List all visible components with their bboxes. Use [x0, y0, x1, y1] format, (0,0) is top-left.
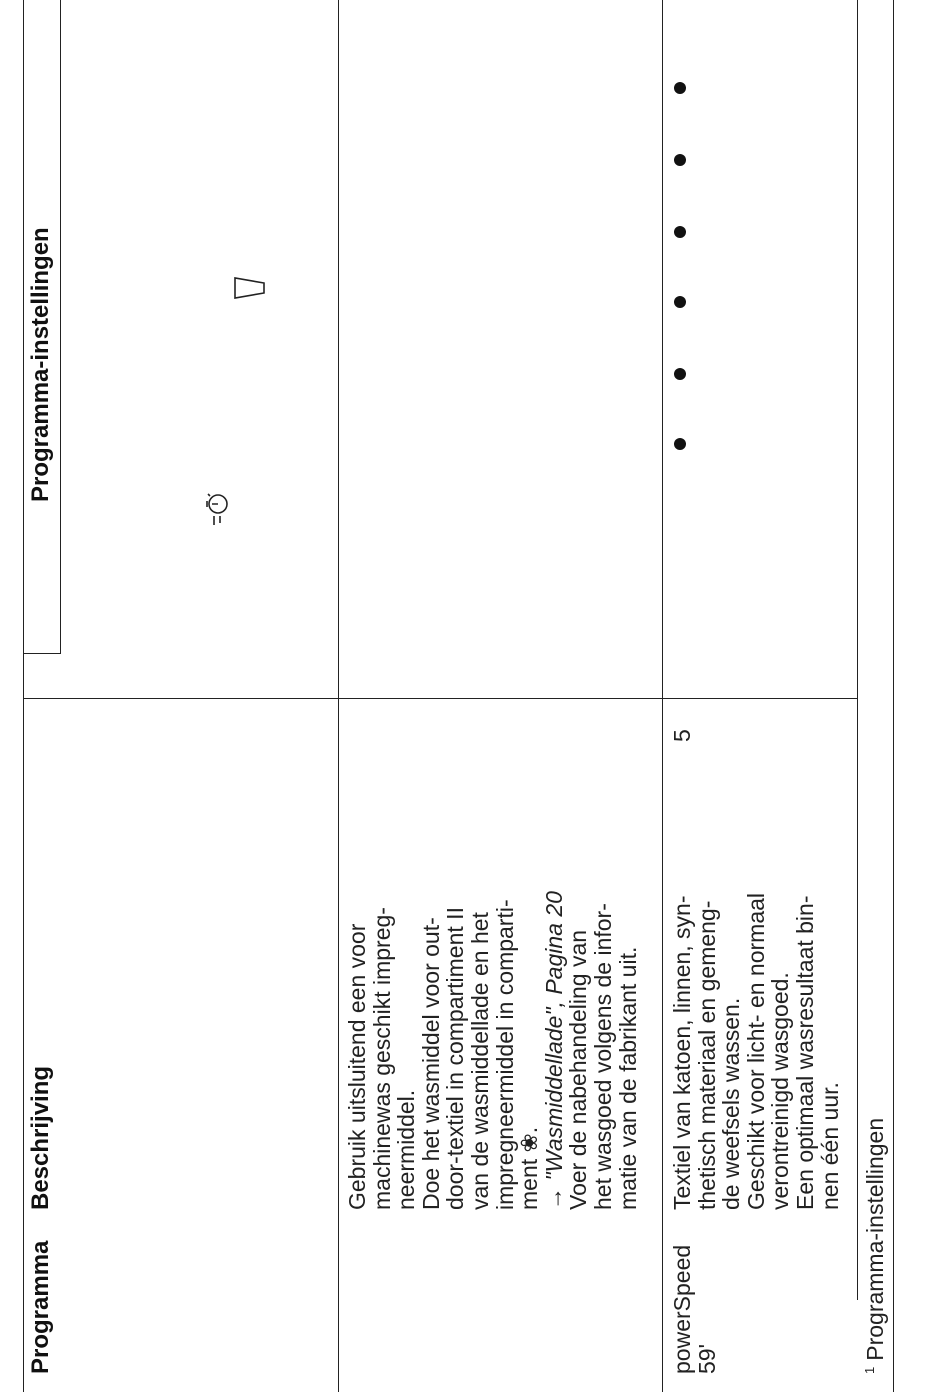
settings-header-left-edge	[23, 653, 60, 654]
header-programma-instellingen: Programma-instellingen	[27, 227, 54, 502]
row2-desc-line-6: Een optimaal wasresultaat bin-	[792, 895, 818, 1210]
table-bottom-border	[857, 0, 858, 1300]
row-divider-1	[338, 0, 339, 1392]
row2-desc-line-5: verontreinigd wasgoed.	[767, 972, 794, 1210]
reference-arrow: →	[540, 1180, 567, 1210]
setting-mark-2	[674, 368, 686, 380]
row2-desc-line-2: thetisch materiaal en gemeng-	[693, 900, 720, 1210]
row1-desc-line-11: het wasgoed volgens de infor-	[590, 903, 616, 1210]
row1-desc-line-1: Gebruik uitsluitend een voor	[344, 923, 370, 1210]
reference-link-text[interactable]: "Wasmiddellade", Pagina 20	[540, 891, 567, 1181]
row1-desc-line-12: matie van de fabrikant uit.	[614, 946, 641, 1210]
row2-desc-line-3: de weefsels wassen.	[718, 997, 745, 1210]
footnote-text: Programma-instellingen	[862, 1117, 888, 1361]
row2-value: 5	[669, 729, 695, 742]
row1-desc-line-8: ment ❀.	[516, 1126, 543, 1210]
delay-start-clock-icon	[205, 486, 231, 526]
setting-mark-1	[674, 438, 686, 450]
setting-mark-6	[674, 82, 686, 94]
setting-mark-5	[674, 154, 686, 166]
header-beschrijving: Beschrijving	[27, 1065, 54, 1210]
row1-desc-line-10: Voer de nabehandeling van	[565, 929, 592, 1210]
row1-desc-line-4: Doe het wasmiddel voor out-	[417, 917, 444, 1210]
setting-mark-4	[674, 226, 686, 238]
row1-desc-line-3: neermiddel.	[393, 1089, 420, 1210]
settings-header-underline	[60, 0, 61, 654]
header-programma: Programma	[27, 1240, 54, 1374]
row1-desc-line-2: machinewas geschikt impreg-	[368, 907, 395, 1210]
table-top-border	[23, 0, 24, 1392]
row2-programma-line-1: powerSpeed	[669, 1244, 695, 1374]
row1-desc-line-6: van de wasmiddellade en het	[467, 912, 493, 1210]
footnote-marker: 1	[862, 1366, 877, 1374]
row1-desc-line-7: impregneermiddel in comparti-	[491, 899, 518, 1210]
page-reference[interactable]	[542, 891, 567, 1210]
row2-programma-line-2: 59'	[693, 1344, 720, 1374]
setting-mark-3	[674, 296, 686, 308]
row1-desc-line-5: door-textiel in compartiment II	[442, 907, 469, 1210]
row2-desc-line-4: Geschikt voor licht- en normaal	[742, 892, 769, 1210]
row2-desc-line-7: nen één uur.	[816, 1082, 843, 1210]
row-divider-2	[662, 0, 663, 1392]
footnote	[862, 1118, 889, 1374]
row2-desc-line-1: Textiel van katoen, linnen, syn-	[669, 895, 695, 1210]
drum-icon	[232, 274, 268, 302]
footnote-bottom-border	[893, 0, 894, 1392]
settings-column-divider	[23, 698, 857, 699]
